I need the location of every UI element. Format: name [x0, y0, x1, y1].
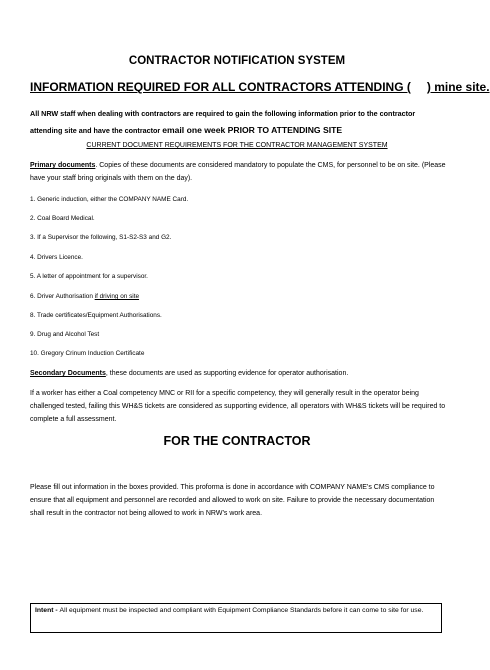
intent-box — [30, 603, 442, 633]
list-item-underlined: if driving on site — [94, 293, 140, 300]
intro-line-2-a: attending site and have the contractor — [30, 126, 163, 135]
page-title: CONTRACTOR NOTIFICATION SYSTEM — [128, 55, 346, 67]
list-item: 10. Gregory Crinum Induction Certificate — [30, 350, 145, 357]
coal-competency-paragraph: If a worker has either a Coal competency MNC or RII for a specific competency, they will generally result in the operator being challenged tested, failing this WH&S tickets are considered as supporting evidence, all operators with WH&S tickets will be required to complete a full assessment. — [30, 390, 446, 423]
list-item: 4. Drivers Licence. — [30, 254, 83, 261]
fill-out-paragraph: Please fill out information in the boxes provided. This proforma is done in accordance with COMPANY NAME’s CMS compliance to ensure that all equipment and personnel are recorded and allowed to work on site. Failure to provide the necessary documentation shall result in the contractor not being allowed to work in NRW’s work area. — [30, 484, 435, 517]
intro-line-2-b: email one week PRIOR TO ATTENDING SITE — [162, 125, 343, 135]
secondary-documents-label: Secondary Documents — [30, 370, 106, 377]
for-the-contractor-heading: FOR THE CONTRACTOR — [163, 434, 311, 448]
secondary-documents-paragraph — [30, 367, 450, 380]
primary-documents-paragraph — [30, 159, 450, 185]
list-item: 9. Drug and Alcohol Test — [30, 331, 100, 338]
intro-line-1: All NRW staff when dealing with contractors are required to gain the following information prior to the contractor — [30, 109, 416, 118]
intro-line-2 — [30, 122, 450, 139]
list-item: 2. Coal Board Medical. — [30, 215, 95, 222]
list-item: 3. If a Supervisor the following, S1-S2-S3 and G2. — [30, 234, 172, 241]
subtitle-prefix: INFORMATION REQUIRED FOR ALL CONTRACTORS ATTENDING ( — [30, 80, 411, 94]
list-item — [30, 293, 450, 300]
list-item-text: 6. Driver Authorisation — [30, 293, 95, 300]
primary-documents-label: Primary documents — [30, 162, 96, 169]
current-requirements-heading: CURRENT DOCUMENT REQUIREMENTS FOR THE CONTRACTOR MANAGEMENT SYSTEM — [86, 142, 388, 149]
primary-documents-text: . Copies of these documents are considered mandatory to populate the CMS, for personnel to be on site. (Please have your staff bring originals with them on the day). — [30, 162, 446, 182]
subtitle-suffix: ) mine site. — [426, 80, 490, 94]
page-subtitle — [30, 80, 490, 94]
intro-paragraph — [30, 106, 450, 139]
list-item: 1. Generic induction, either the COMPANY NAME Card. — [30, 196, 189, 203]
list-item: 8. Trade certificates/Equipment Authorisations. — [30, 312, 162, 319]
intent-text: All equipment must be inspected and compliant with Equipment Compliance Standards before it can come to site for use. — [59, 607, 424, 614]
list-item: 5. A letter of appointment for a supervisor. — [30, 273, 148, 280]
secondary-documents-text: , these documents are used as supporting evidence for operator authorisation. — [105, 370, 349, 377]
intent-label: Intent - — [35, 607, 60, 614]
